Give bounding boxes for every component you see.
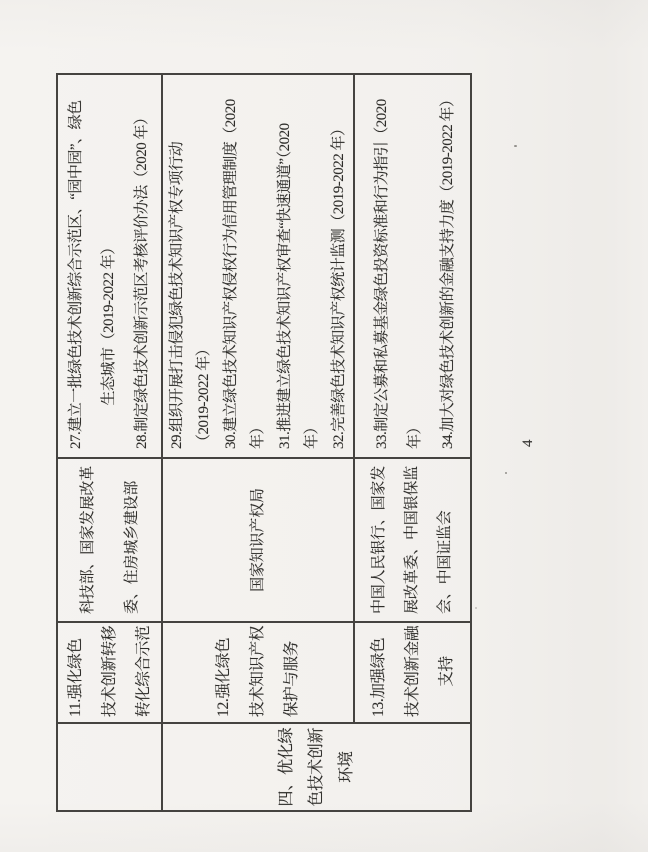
task-cell-items-29-32: [163, 75, 355, 457]
text-line: 年）: [303, 419, 320, 449]
scan-speck: [475, 607, 477, 609]
text-line: 34.加大对绿色技术创新的金融支持力度（2019-2022 年）: [440, 92, 456, 449]
text-line: （2019-2022 年）: [195, 341, 212, 449]
department-cell-row1: [58, 457, 163, 621]
text-line: 四、优化绿: [277, 727, 295, 807]
text-line: 委、住房城乡建设部: [123, 480, 140, 614]
scan-speck: [514, 145, 517, 147]
text-line: 科技部、国家发展改革: [79, 465, 96, 614]
department-cell-row3: [355, 457, 470, 621]
department-cell-row2: [163, 457, 355, 621]
text-line: 色技术创新: [307, 727, 325, 807]
text-line: 技术知识产权: [249, 625, 266, 717]
text-line: 环境: [337, 751, 355, 783]
text-line: 技术创新金融: [403, 625, 421, 717]
text-line: 33.制定公募和私募基金绿色投资标准和行为指引（2020: [374, 99, 390, 449]
subtask-cell-13: [355, 621, 470, 722]
text-line: 13.加强绿色: [369, 637, 387, 717]
text-line: 年）: [249, 419, 266, 449]
category-cell-optimize-environment: [163, 722, 470, 810]
text-line: 28.制定绿色技术创新示范区考核评价办法（2020 年）: [134, 110, 150, 449]
text-line: 生态城市（2019-2022 年）: [101, 240, 117, 449]
text-line: 31.推进建立绿色技术知识产权审查“快速通道”（2020: [276, 123, 293, 449]
rotated-table-container: [56, 73, 472, 812]
task-cell-items-33-34: [355, 75, 470, 457]
subtask-cell-11: [58, 621, 163, 722]
text-line: 32.完善绿色技术知识产权统计监测（2019-2022 年）: [330, 121, 347, 449]
scan-speck: [505, 472, 507, 474]
text-line: 转化综合示范: [134, 625, 152, 717]
page-number: 4: [520, 439, 536, 447]
text-line: 11.强化绿色: [66, 638, 84, 717]
text-line: 27.建立一批绿色技术创新综合示范区、“园中园”、绿色: [68, 100, 84, 449]
text-line: 支持: [437, 656, 455, 717]
text-line: 中国人民银行、国家发: [371, 465, 387, 614]
task-cell-items-27-28: [58, 75, 163, 457]
text-line: 年）: [407, 419, 423, 449]
text-line: 国家知识产权局: [249, 488, 266, 592]
text-line: 12.强化绿色: [215, 637, 232, 717]
text-line: 会、中国证监会: [437, 510, 453, 614]
text-line: 展改革委、中国银保监: [404, 465, 420, 614]
category-cell-empty: [58, 722, 163, 810]
text-line: 29.组织开展打击侵犯绿色技术知识产权专项行动: [168, 141, 185, 449]
text-line: 30.建立绿色技术知识产权侵权行为信用管理制度（2020: [222, 99, 239, 449]
text-line: 保护与服务: [283, 640, 300, 717]
text-line: 技术创新转移: [100, 625, 118, 717]
green-tech-task-table: [56, 73, 472, 812]
subtask-cell-12: [163, 621, 355, 722]
